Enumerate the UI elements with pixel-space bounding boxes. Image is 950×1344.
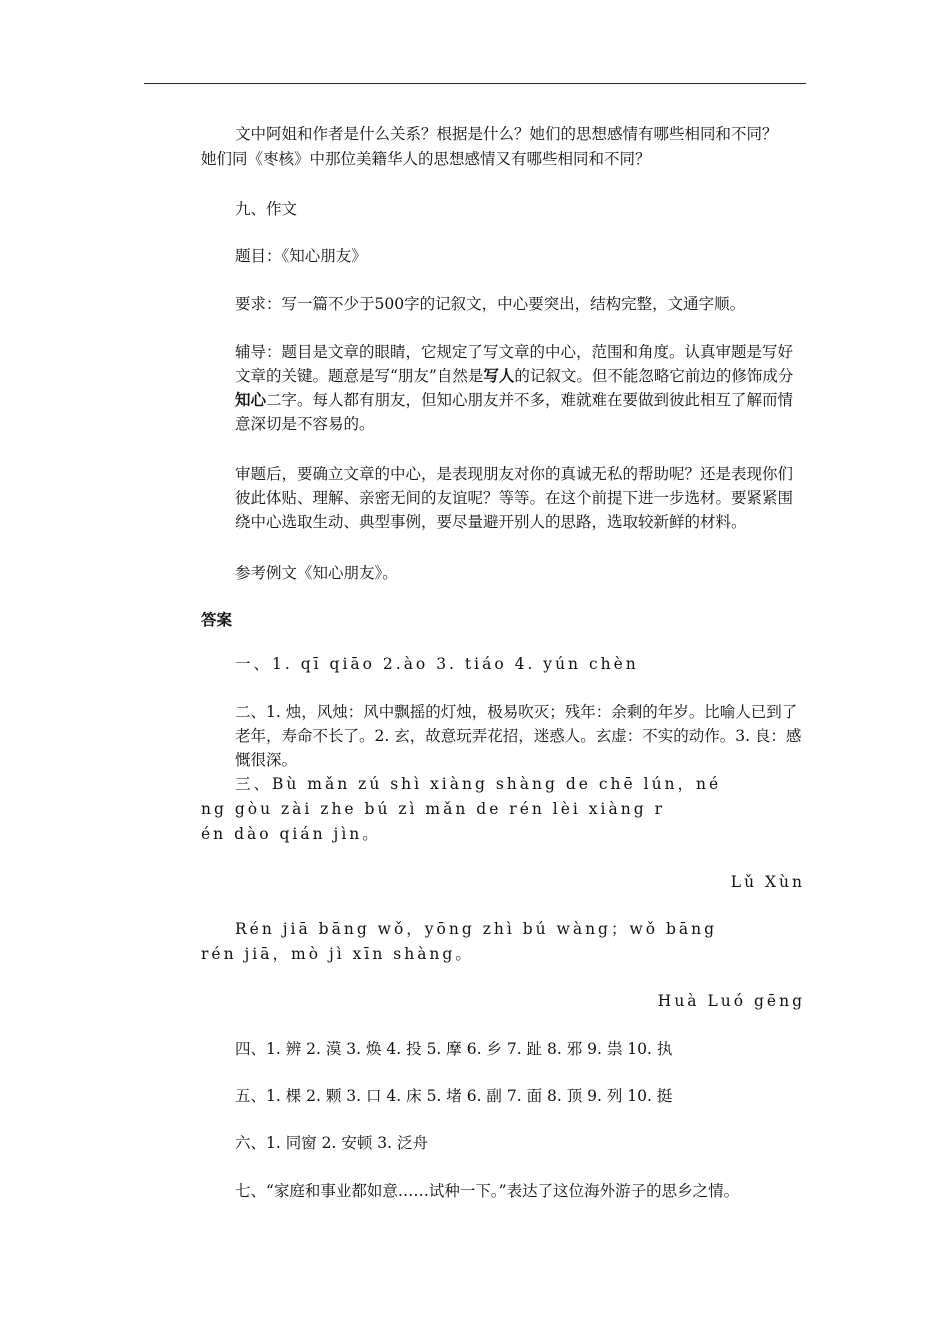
composition-guide2: 审题后，要确立文章的中心，是表现朋友对你的真诚无私的帮助呢？还是表现你们彼此体贴、理解、亲密无间的友谊呢？等等。在这个前提下进一步选材。要紧紧围绕中心选取生动、典型事例，要尽量避开别人的思路，选取较新鲜的材料。 [235,465,794,531]
answer-3-line2: ng gòu zài zhe bú zì mǎn de rén lèi xiàng r [201,800,665,818]
guide-text-3: 二字。每人都有朋友，但知心朋友并不多，难就难在要做到彼此相互了解而情意深切是不容易的。 [235,391,794,433]
answer-7: 七、“家庭和事业都如意……试种一下。”表达了这位海外游子的思乡之情。 [235,1182,740,1200]
composition-sample: 参考例文《知心朋友》。 [235,564,398,582]
composition-guide [201,340,805,436]
answer-3-line3: én dào qián jìn。 [201,825,381,843]
composition-heading: 九、作文 [235,200,298,218]
question8-line2: 她们同《枣核》中那位美籍华人的思想感情又有哪些相同和不同？ [201,150,651,168]
guide-bold-2: 知心 [235,390,267,409]
answer-3-line1: 三、Bù mǎn zú shì xiàng shàng de chē lún，né [235,775,722,793]
guide-bold-1: 写人 [483,366,515,385]
answer-3-author: Lǔ Xùn [730,873,805,891]
answer-2: 二、1. 烛，风烛：风中飘摇的灯烛，极易吹灭；残年：余剩的年岁。比喻人已到了老年，寿命不长了。2. 玄，故意玩弄花招，迷惑人。玄虚：不实的动作。3. 良：感慨很深。 [235,703,802,769]
answer-6: 六、1. 同窗 2. 安顿 3. 泛舟 [235,1134,429,1152]
answer-4: 四、1. 辨 2. 漠 3. 焕 4. 投 5. 摩 6. 乡 7. 趾 8. 邪 9. 祟 10. 执 [235,1040,673,1058]
guide-text-1: 辅导：题目是文章的眼睛，它规定了写文章的中心，范围和角度。认真审题是写好文章的关键。题意是写“朋友”自然是 [235,343,794,385]
header-rule [144,83,806,84]
answer-3b-author: Huà Luó gēng [657,992,805,1010]
answer-3b-line1: Rén jiā bāng wǒ，yōng zhì bú wàng；wǒ bāng [235,920,718,938]
answers-heading: 答案 [201,610,233,629]
answer-1: 一、1. qī qiāo 2.ào 3. tiáo 4. yún chèn [235,655,639,673]
composition-requirement: 要求：写一篇不少于500字的记叙文，中心要突出，结构完整，文通字顺。 [235,295,746,313]
answer-3b-line2: rén jiā，mò jì xīn shàng。 [201,945,474,963]
answer-5: 五、1. 棵 2. 颗 3. 口 4. 床 5. 堵 6. 副 7. 面 8. 顶 9. 列 10. 挺 [235,1087,673,1105]
guide-text-2: 的记叙文。但不能忽略它前边的修饰成分 [514,367,794,385]
composition-title: 题目：《知心朋友》 [235,247,367,265]
question8-line1: 文中阿姐和作者是什么关系？根据是什么？她们的思想感情有哪些相同和不同？ [235,125,778,143]
